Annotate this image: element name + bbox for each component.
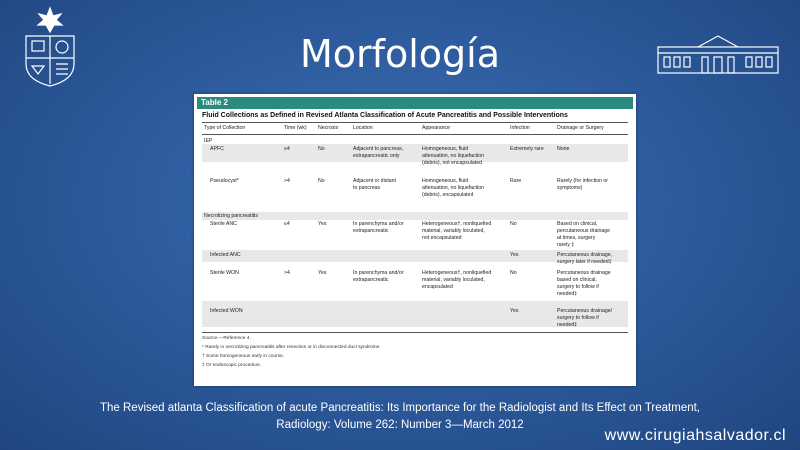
fluid-collections-table-image bbox=[194, 94, 636, 386]
cell-type: Infected WON bbox=[210, 308, 243, 314]
cell-type: APFC bbox=[210, 146, 224, 152]
citation-line-1: The Revised atlanta Classification of acute Pancreatitis: Its Importance for the Radiologist and Its Effect on Treatment, bbox=[99, 402, 700, 414]
cell-type: Sterile ANC bbox=[210, 221, 237, 227]
col-header-type: Type of Collection bbox=[204, 125, 246, 131]
cell-infection: No bbox=[510, 270, 517, 276]
cell-necrosis: No bbox=[318, 146, 325, 152]
cell-appearance: Heterogeneous†, nonliquefied material, variably loculated, not encapsulated bbox=[422, 221, 492, 241]
cell-drainage: Based on clinical, percutaneous drainage at times, surgery rarely ‡ bbox=[557, 221, 611, 248]
table-label: Table 2 bbox=[197, 97, 633, 109]
col-header-necrosis: Necrosis bbox=[318, 125, 339, 131]
website-url: www.cirugiahsalvador.cl bbox=[604, 427, 786, 444]
cell-time: >4 bbox=[284, 270, 290, 276]
cell-infection: Extremely rare bbox=[510, 146, 544, 152]
cell-location: In parenchyma and/or extrapancreatic bbox=[353, 270, 404, 283]
col-header-infection: Infection bbox=[510, 125, 530, 131]
cell-infection: No bbox=[510, 221, 517, 227]
cell-type: Sterile WON bbox=[210, 270, 239, 276]
table-header-rule bbox=[202, 134, 628, 135]
cell-drainage: Percutaneous drainage, surgery later if needed‡ bbox=[557, 252, 613, 265]
table-note: Source.—Reference 4. bbox=[202, 336, 251, 341]
col-header-appearance: Appearance bbox=[422, 125, 450, 131]
table-note: ‡ Or endoscopic procedure. bbox=[202, 363, 262, 368]
table-bottom-rule bbox=[202, 332, 628, 333]
cell-necrosis: Yes bbox=[318, 270, 327, 276]
cell-infection: Rare bbox=[510, 178, 522, 184]
cell-time: >4 bbox=[284, 178, 290, 184]
cell-necrosis: No bbox=[318, 178, 325, 184]
cell-infection: Yes bbox=[510, 308, 519, 314]
cell-necrosis: Yes bbox=[318, 221, 327, 227]
cell-drainage: Rarely (for infection or symptoms) bbox=[557, 178, 609, 191]
hospital-building-logo bbox=[656, 33, 780, 75]
col-header-location: Location bbox=[353, 125, 373, 131]
cell-drainage: Percutaneous drainage/ surgery to follow if needed‡ bbox=[557, 308, 613, 328]
group-label-iep: IEP bbox=[204, 138, 213, 144]
cell-type: Pseudocyst* bbox=[210, 178, 239, 184]
row-band bbox=[202, 212, 628, 220]
table-note: † Some homogeneous early in course. bbox=[202, 354, 285, 359]
cell-location: Adjacent to pancreas, extrapancreatic only bbox=[353, 146, 404, 159]
cell-drainage: None bbox=[557, 146, 570, 152]
cell-time: ≤4 bbox=[284, 146, 290, 152]
slide-title: Morfología bbox=[299, 32, 501, 76]
table-top-rule bbox=[202, 122, 628, 123]
table-caption: Fluid Collections as Defined in Revised Atlanta Classification of Acute Pancreatitis and Possible Interventions bbox=[202, 112, 568, 119]
citation-line-2: Radiology: Volume 262: Number 3—March 2012 bbox=[276, 419, 524, 431]
table-note: * Rarely in necrotizing pancreatitis after resection or in disconnected duct syndrome. bbox=[202, 345, 381, 350]
cell-location: In parenchyma and/or extrapancreatic bbox=[353, 221, 404, 234]
cell-location: Adjacent or distant to pancreas bbox=[353, 178, 396, 191]
cell-infection: Yes bbox=[510, 252, 519, 258]
cell-appearance: Heterogeneous†, nonliquefied material, variably loculated, encapsulated bbox=[422, 270, 492, 290]
cell-appearance: Homogeneous, fluid attenuation, no liquefaction (debris), encapsulated bbox=[422, 178, 485, 198]
cell-type: Infected ANC bbox=[210, 252, 241, 258]
cell-time: ≤4 bbox=[284, 221, 290, 227]
group-label-necrotizing: Necrotizing pancreatitis bbox=[204, 213, 258, 219]
col-header-time: Time (wk) bbox=[284, 125, 307, 131]
cell-appearance: Homogeneous, fluid attenuation, no liquefaction (debris), not encapsulated bbox=[422, 146, 485, 166]
cell-drainage: Percutaneous drainage based on clinical, surgery to follow if needed‡ bbox=[557, 270, 611, 297]
col-header-drainage: Drainage or Surgery bbox=[557, 125, 604, 131]
